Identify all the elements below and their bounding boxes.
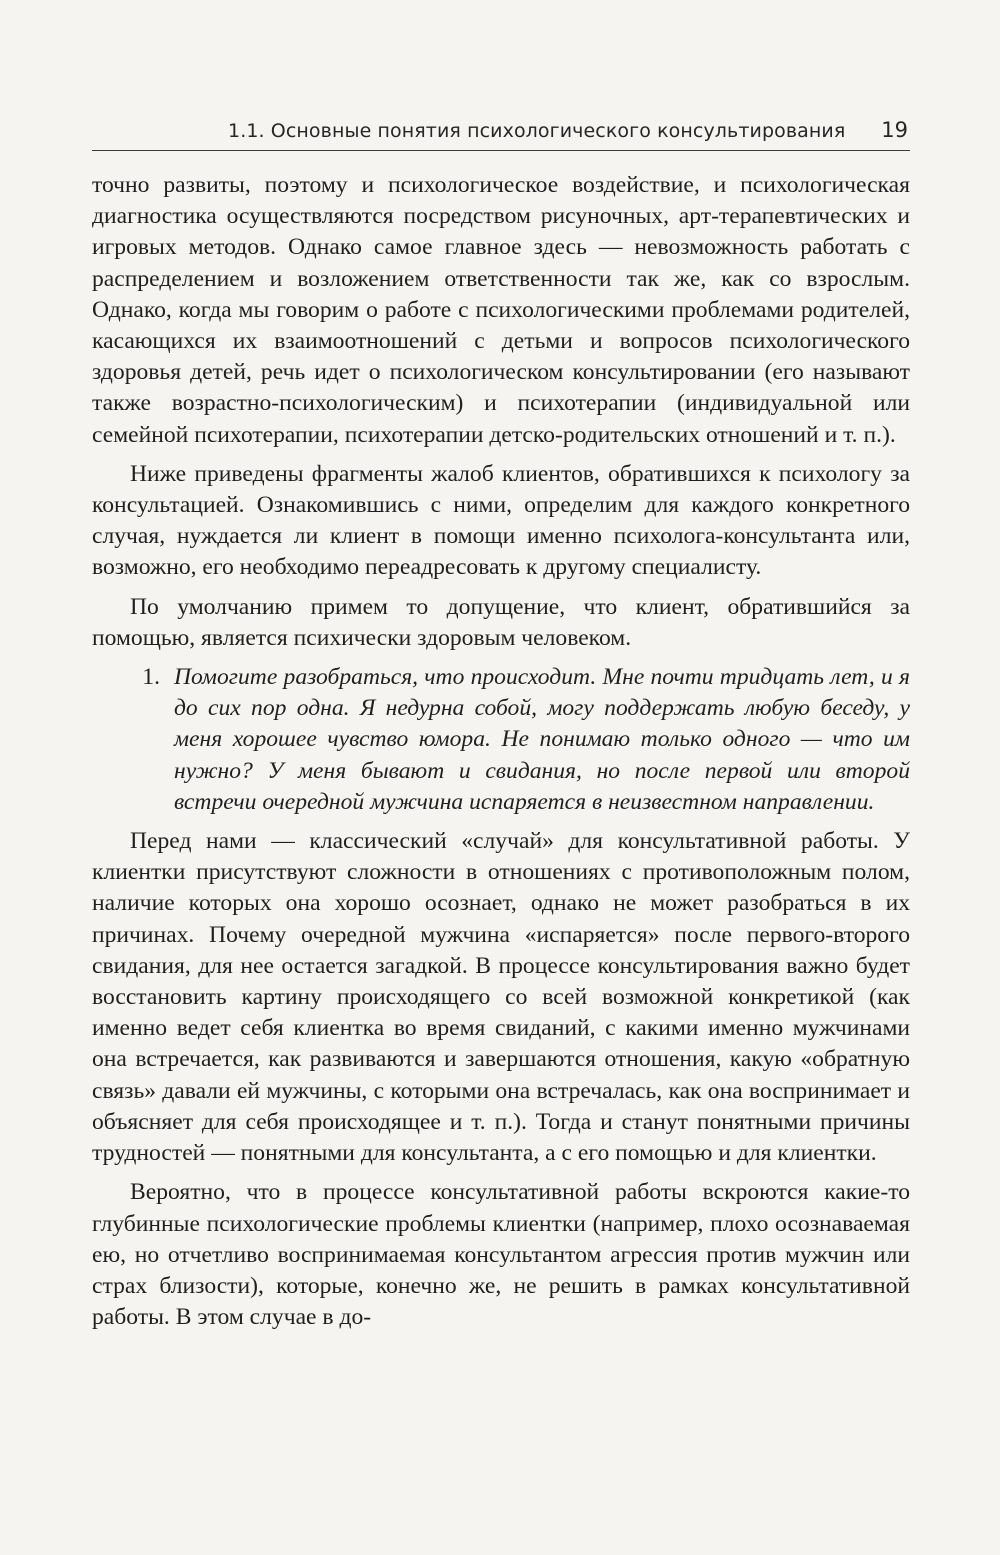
paragraph-deep-problems: Вероятно, что в процессе консультативной работы вскроются какие-то глубинные психологические проблемы клиентки (например, плохо осознаваемая ею, но отчетливо воспринимаемая консультантом агрессия против мужчин или страх близости), которые, конечно же, не решить в рамках консультативной работы. В этом случае в до- <box>92 1179 910 1331</box>
paragraph-intro-fragments: Ниже приведены фрагменты жалоб клиентов, обратившихся к психологу за консультацией. Ознакомившись с ними, определим для каждого конкретного случая, нуждается ли клиент в помощи именно психолога-консультанта или, возможно, его необходимо переадресовать к другому специалисту. <box>92 460 910 581</box>
complaint-number: 1. <box>142 664 160 691</box>
page-number: 19 <box>881 118 908 142</box>
paragraph-continuation: точно развиты, поэтому и психологическое воздействие, и психологическая диагностика осуществляются посредством рисуночных, арт-терапевтических и игровых методов. Однако самое главное здесь — невозможность работать с распределением и возложением ответственности так же, как со взрослым. Однако, когда мы говорим о работе с психологическими проблемами родителей, касающихся их взаимоотношений с детьми и вопросов психологического здоровья детей, речь идет о психологическом консультировании (его называют также возрастно-психологическим) и психотерапии (индивидуальной или семейной психотерапии, психотерапии детско-родительских отношений и т. п.). <box>92 172 910 448</box>
paragraph-case-analysis: Перед нами — классический «случай» для консультативной работы. У клиентки присутствуют сложности в отношениях с противоположным полом, наличие которых она хорошо осознает, однако не может разобраться в их причинах. Почему очередной мужчина «испаряется» после первого-второго свидания, для нее остается загадкой. В процессе консультирования важно будет восстановить картину происходящего со всей возможной конкретикой (как именно ведет себя клиентка во время свиданий, с какими именно мужчинами она встречается, как развиваются и завершаются отношения, какую «обратную связь» давали ей мужчины, с которыми она встречалась, как она воспринимает и объясняет для себя происходящее и т. п.). Тогда и станут понятными причины трудностей — понятными для консультанта, а с его помощью и для клиентки. <box>92 828 910 1167</box>
body-text <box>92 170 910 1333</box>
running-header <box>92 114 910 151</box>
running-title: 1.1. Основные понятия психологического консультирования <box>228 120 846 142</box>
paragraph-assumption: По умолчанию примем то допущение, что клиент, обратившийся за помощью, является психически здоровым человеком. <box>92 593 910 651</box>
client-complaint-1 <box>92 662 910 818</box>
complaint-text: Помогите разобраться, что происходит. Мне почти тридцать лет, и я до сих пор одна. Я недурна собой, могу поддержать любую беседу, у меня хорошее чувство юмора. Не понимаю только одного — что им нужно? У меня бывают и свидания, но после первой или второй встречи очередной мужчина испаряется в неизвестном направлении. <box>174 664 910 815</box>
